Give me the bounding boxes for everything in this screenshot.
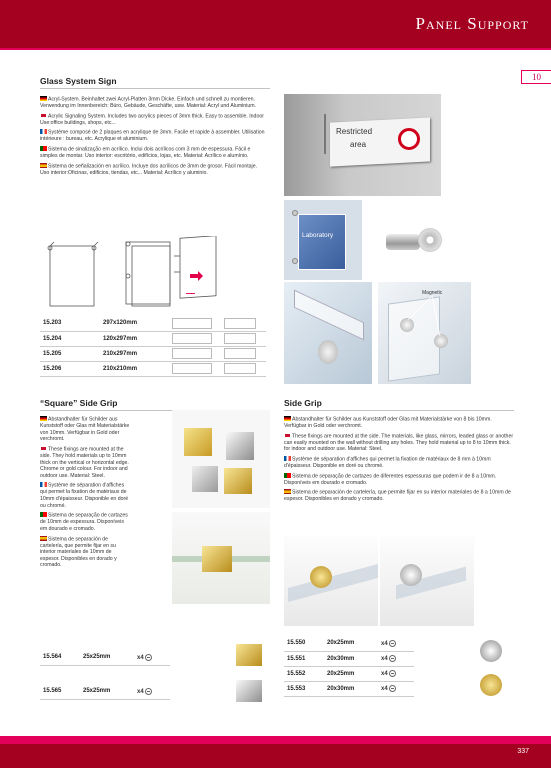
chrome-side-grip-thumb — [474, 636, 508, 668]
portuguese-flag-icon — [284, 473, 291, 478]
square-desc-fr: Système de séparation d'affiches qui permet la fixation de matériaux de 10mm d'épaisseur. Disponible en doré ou chromé. — [40, 482, 129, 509]
price-box — [224, 331, 266, 346]
footer-bar — [0, 744, 551, 768]
portuguese-flag-icon — [40, 146, 47, 151]
price-box — [172, 316, 224, 331]
table-row — [284, 681, 414, 696]
side-descriptions — [284, 416, 514, 506]
product-size: 20x30mm — [324, 651, 378, 666]
glass-section-rule — [40, 88, 270, 89]
english-flag-icon — [40, 113, 47, 118]
table-row — [284, 636, 414, 651]
acrylic-edge-photo — [284, 282, 372, 384]
product-code: 15.206 — [40, 361, 100, 376]
chrome-square-grip-thumb — [232, 672, 266, 706]
table-row — [40, 650, 170, 665]
product-size: 25x25mm — [80, 650, 134, 665]
pack-quantity: x4 — [378, 651, 414, 666]
spanish-flag-icon — [40, 163, 47, 168]
side-desc-de: Abstandhalter für Schilder aus Kunststoff oder Glas mit Materialstärke von 8 bis 10mm. Verfügbar in Gold oder verchromt. — [284, 416, 492, 430]
side-desc-es: Sistema de separación de cartelería, que permite fijar en su interior materiales de 8 a 10mm de espesor. Disponibles en dorado y cromado. — [284, 489, 511, 503]
product-size: 20x30mm — [324, 681, 378, 696]
side-section-title: Side Grip — [284, 398, 322, 408]
pack-quantity: x4 — [378, 666, 414, 681]
square-grip-mounted-photo — [172, 512, 270, 604]
product-code: 15.552 — [284, 666, 324, 681]
screw-icon — [389, 655, 396, 662]
square-desc-de: Abstandhalter für Schilder aus Kunststoff oder Glas mit Materialstärke von 10mm. Verfügbar in Gold oder verchromt. — [40, 416, 130, 443]
price-box — [172, 361, 224, 376]
product-code: 15.564 — [40, 650, 80, 665]
spanish-flag-icon — [40, 536, 47, 541]
price-box — [172, 331, 224, 346]
spanish-flag-icon — [284, 489, 291, 494]
product-code: 15.565 — [40, 684, 80, 699]
product-size: 297x120mm — [100, 316, 172, 331]
footer-accent-line — [0, 736, 551, 744]
square-desc-es: Sistema de separación de cartelería, que permite fijar en su interior materiales de 10mm de espesor. Disponibles en dorado y cromado. — [40, 536, 117, 569]
screw-icon — [389, 670, 396, 677]
table-row — [40, 684, 170, 699]
gold-side-grip-thumb — [474, 670, 508, 702]
glass-sign-drawings — [40, 236, 270, 312]
glass-desc-fr: Système composé de 2 plaques en acrylique de 3mm. Facile et rapide à assembler. Utilisation intérieure : bureau, etc. Acrylique et aluminium. — [40, 129, 265, 143]
price-box — [224, 361, 266, 376]
laboratory-label: Laboratory — [302, 232, 334, 239]
french-flag-icon — [40, 129, 47, 134]
screw-icon — [389, 685, 396, 692]
restricted-area-photo — [284, 94, 441, 196]
product-code: 15.550 — [284, 636, 324, 651]
screw-icon — [145, 688, 152, 695]
french-flag-icon — [284, 456, 291, 461]
french-flag-icon — [40, 482, 47, 487]
magnetic-fixing-photo — [378, 282, 471, 384]
laboratory-sign-photo — [284, 200, 362, 280]
header-accent-line — [0, 48, 551, 50]
english-flag-icon — [284, 433, 291, 438]
glass-desc-pt: Sistema de sinalização em acrílico. Inclui dois acrílicos com 3 mm de espessura. Fácil e simples de montar. Uso interior: escritório, edifícios, lojas, etc. Material: Acrílico e alumínio. — [40, 146, 251, 160]
table-row — [284, 651, 414, 666]
table-row — [40, 316, 266, 331]
glass-desc-en: Acrylic Signaling System. Includes two acrylics pieces of 3mm thick. Easy to assemble. Indoor Use:office buildings, shops, etc... — [40, 113, 264, 126]
table-row — [284, 666, 414, 681]
side-grip-parts-photo — [380, 536, 474, 626]
svg-text:▬▬▬: ▬▬▬ — [186, 291, 195, 295]
product-code: 15.553 — [284, 681, 324, 696]
pack-quantity: x4 — [378, 636, 414, 651]
product-code: 15.205 — [40, 346, 100, 361]
magnetic-label: Magnetic — [422, 290, 443, 296]
no-entry-icon — [398, 128, 420, 150]
area-label: area — [350, 140, 367, 149]
pack-quantity: x4 — [134, 650, 170, 665]
table-row — [40, 361, 266, 376]
german-flag-icon — [284, 416, 291, 421]
square-grip-photo — [172, 410, 270, 508]
product-size: 20x25mm — [324, 636, 378, 651]
price-box — [172, 346, 224, 361]
side-desc-fr: Système de séparation d'affiches qui permet la fixation de matériaux de 8 mm à 10mm d'épaisseur. Disponible en doré ou chromé. — [284, 456, 491, 470]
portuguese-flag-icon — [40, 512, 47, 517]
glass-descriptions — [40, 96, 265, 179]
product-size: 210x210mm — [100, 361, 172, 376]
square-descriptions — [40, 416, 130, 572]
square-section-title: “Square” Side Grip — [40, 398, 118, 408]
glass-product-table — [40, 316, 266, 377]
product-code: 15.203 — [40, 316, 100, 331]
square-desc-pt: Sistema de separação de cartazes de 10mm de espessura. Disponíveis em dourado e cromado. — [40, 512, 128, 532]
product-size: 210x297mm — [100, 346, 172, 361]
german-flag-icon — [40, 416, 47, 421]
screw-icon — [389, 640, 396, 647]
chapter-tab: 10 — [521, 70, 551, 84]
screw-icon — [145, 654, 152, 661]
side-desc-en: These fixings are mounted at the side. The materials, like glass, mirrors, leaded glass or another can easily mounted on the wall without drilling any holes. They hold material up to 8 to 10mm thick. for indoor and outdoor use. Material: Steel. — [284, 433, 514, 453]
product-size: 20x25mm — [324, 666, 378, 681]
gold-square-grip-thumb — [232, 636, 266, 670]
side-grip-mounted-photo — [284, 536, 378, 626]
side-product-table — [284, 636, 414, 697]
table-row — [40, 331, 266, 346]
pack-quantity: x4 — [378, 681, 414, 696]
table-row — [40, 346, 266, 361]
magnetic-callout-lines — [378, 282, 471, 384]
glass-section-title: Glass System Sign — [40, 76, 117, 86]
product-size: 120x297mm — [100, 331, 172, 346]
standoff-parts-photo — [378, 200, 452, 280]
price-box — [224, 316, 266, 331]
page-title: Panel Support — [415, 14, 529, 33]
product-code: 15.204 — [40, 331, 100, 346]
page-number: 337 — [517, 748, 529, 755]
square-product-table-2 — [40, 684, 170, 700]
square-desc-en: These fixings are mounted at the side. They hold materials up to 10mm thick on the vertical or horizontal edge. Chrome or gold colour. For indoor and outdoor use. Material: Steel. — [40, 446, 129, 479]
english-flag-icon — [40, 446, 47, 451]
restricted-label: Restricted — [336, 127, 373, 136]
square-product-table — [40, 650, 170, 666]
side-desc-pt: Sistema de separação de cartazes de diferentes espessuras que podem ir de 8 a 10mm. Disponíveis em dourado e cromado. — [284, 473, 497, 486]
german-flag-icon — [40, 96, 47, 101]
header-bar — [0, 0, 551, 48]
glass-desc-es: Sistema de señalización en acrílico. Incluye dos acrílicos de 3mm de grosor. Fácil montaje. Uso interior:Oficinas, edificios, tiendas, etc... Material: Acrílico y aluminio. — [40, 163, 258, 176]
product-size: 25x25mm — [80, 684, 134, 699]
price-box — [224, 346, 266, 361]
product-code: 15.551 — [284, 651, 324, 666]
glass-desc-de: Acryl-System. Beinhaltet zwei Acryl-Platten 3mm Dicke. Einfach und schnell zu montieren. Verwendung im Innenbereich: Büro, Gebäude, Geschäfte, usw. Material: Acryl und Aluminium. — [40, 96, 256, 110]
side-section-rule — [284, 410, 514, 411]
pack-quantity: x4 — [134, 684, 170, 699]
